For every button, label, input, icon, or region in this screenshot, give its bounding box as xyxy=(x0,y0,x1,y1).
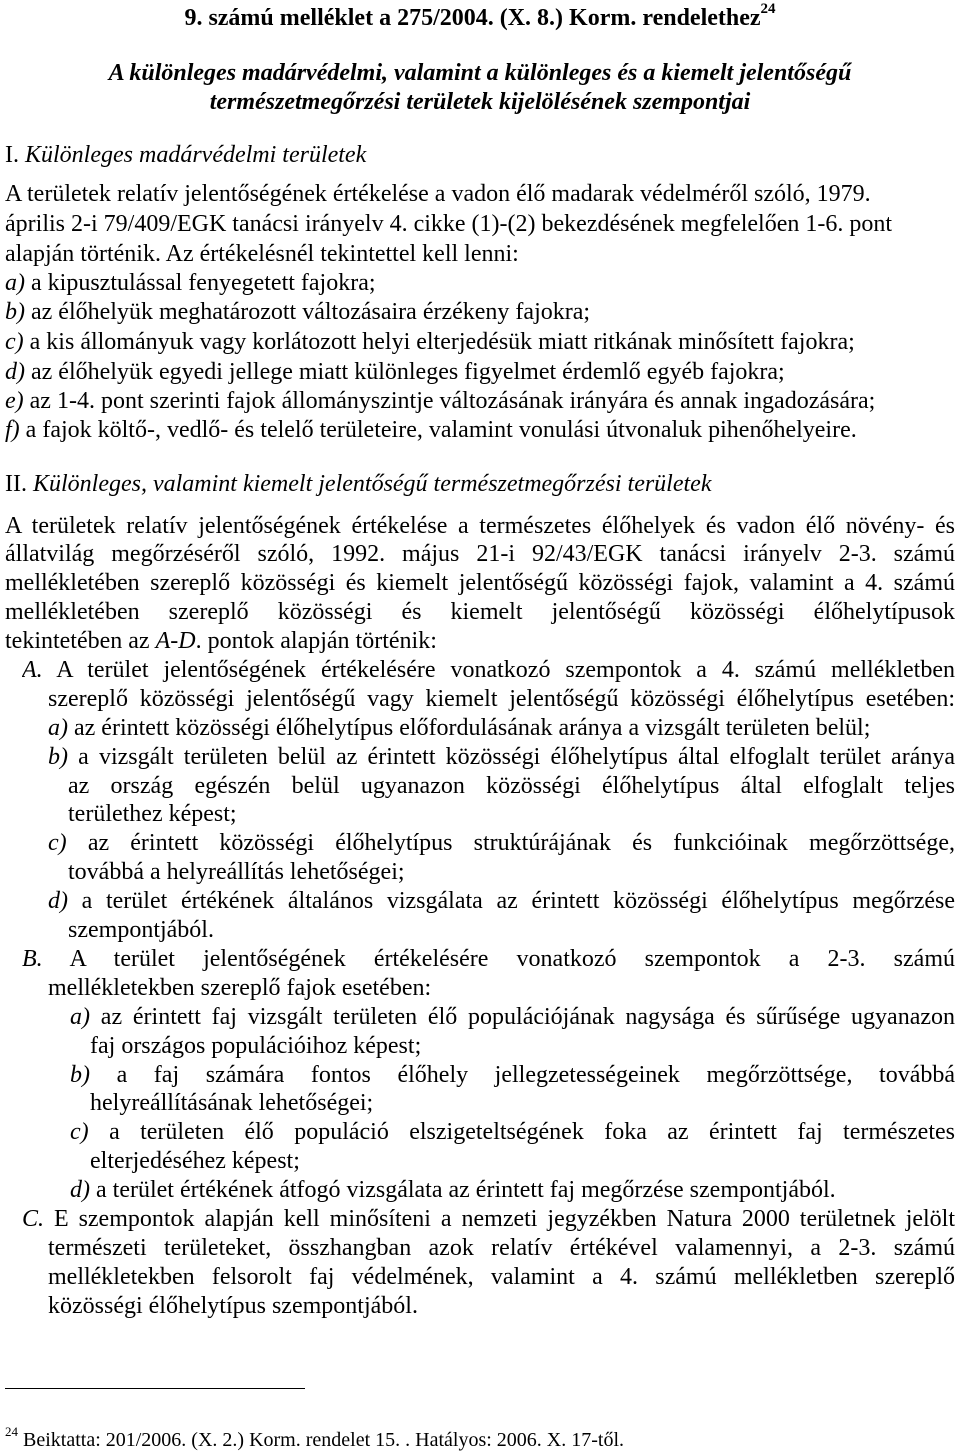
criterion-continuation: elterjedéséhez képest; xyxy=(90,1148,300,1174)
criterion-label: b) xyxy=(48,744,68,770)
part-b-label: B. xyxy=(22,946,43,972)
part-c-line: mellékletekben felsorolt faj védelmének, valamint a 4. számú mellékletben szereplő xyxy=(48,1264,955,1290)
annex-title xyxy=(0,1,960,33)
bird-criterion-e xyxy=(5,387,875,416)
criterion-text: az érintett közösségi élőhelytípus struktúrájának és funkcióinak megőrzöttsége, xyxy=(87,830,955,856)
criterion-label: d) xyxy=(70,1177,90,1203)
species-criterion-b xyxy=(70,1061,955,1090)
criterion-continuation: területhez képest; xyxy=(68,801,237,827)
section-2-number: II. xyxy=(5,471,27,497)
criterion-label: f) xyxy=(5,417,20,443)
part-c-line xyxy=(22,1205,955,1234)
section-2-intro-line: állatvilág megőrzéséről szóló, 1992. május 21-i 92/43/EGK tanácsi irányelv 2-3. számú xyxy=(5,541,955,567)
part-a-line xyxy=(22,656,955,685)
criterion-label: b) xyxy=(70,1062,90,1088)
document-subtitle-line-2: természetmegőrzési területek kijelölésének szempontjai xyxy=(209,89,751,115)
footnote-separator xyxy=(5,1388,305,1389)
document-subtitle-line-1: A különleges madárvédelmi, valamint a különleges és a kiemelt jelentőségű xyxy=(108,60,852,86)
criterion-continuation: helyreállításának lehetőségei; xyxy=(90,1090,374,1116)
section-1-heading xyxy=(5,141,366,170)
criterion-label: b) xyxy=(5,299,25,325)
part-a-text: A terület jelentőségének értékelésére vonatkozó szempontok a 4. számú mellékletben xyxy=(56,657,955,683)
habitat-criterion-c xyxy=(48,829,955,858)
criterion-label: c) xyxy=(5,329,24,355)
criterion-label: a) xyxy=(70,1004,90,1030)
criterion-label: a) xyxy=(5,270,25,296)
section-2-intro-line: A területek relatív jelentőségének értékelése a természetes élőhelyek és vadon élő növény- és xyxy=(5,513,955,539)
footnote-reference: 24 xyxy=(760,1,776,17)
section-2-title: Különleges, valamint kiemelt jelentőségű természetmegőrzési területek xyxy=(32,471,712,497)
habitat-criterion-a xyxy=(48,714,870,743)
criterion-text: az élőhelyük meghatározott változásaira érzékeny fajokra; xyxy=(31,299,591,325)
footnote xyxy=(5,1424,625,1452)
section-1-intro-line: alapján történik. Az értékelésnél tekintettel kell lenni: xyxy=(5,241,519,267)
criterion-text: az érintett közösségi élőhelytípus előfordulásának aránya a vizsgált területen belül; xyxy=(74,715,871,741)
criterion-text: a területen élő populáció elszigeteltségének foka az érintett faj természetes xyxy=(109,1119,955,1145)
part-b-line: mellékletekben szereplő fajok esetében: xyxy=(48,975,432,1001)
part-c-line: természeti területeket, összhangban azok relatív értékével valamennyi, a 2-3. számú xyxy=(48,1235,955,1261)
criterion-text: a terület értékének általános vizsgálata az érintett közösségi élőhelytípus megőrzése xyxy=(81,888,955,914)
bird-criterion-a xyxy=(5,269,376,298)
criterion-text: a kipusztulással fenyegetett fajokra; xyxy=(31,270,376,296)
intro-emphasis: A-D xyxy=(155,628,196,654)
criterion-label: e) xyxy=(5,388,24,414)
section-2-intro-line: mellékletében szereplő közösségi és kiemelt jelentőségű közösségi fajok, valamint a 4. számú xyxy=(5,570,955,596)
section-1-intro-line: április 2-i 79/409/EGK tanácsi irányelv 4. cikke (1)-(2) bekezdésének megfelelően 1-6. pont xyxy=(5,211,893,237)
criterion-label: d) xyxy=(48,888,68,914)
part-c-text: E szempontok alapján kell minősíteni a nemzeti jegyzékben Natura 2000 területnek jelölt xyxy=(53,1206,955,1232)
criterion-text: a vizsgált területen belül az érintett közösségi élőhelytípus által elfoglalt terület aránya xyxy=(78,744,955,770)
annex-title-text: 9. számú melléklet a 275/2004. (X. 8.) Korm. rendelethez xyxy=(184,5,761,31)
section-2-intro-line: mellékletében szereplő közösségi és kiemelt jelentőségű közösségi élőhelytípusok xyxy=(5,599,955,625)
criterion-continuation: faj országos populációihoz képest; xyxy=(90,1033,422,1059)
criterion-label: a) xyxy=(48,715,68,741)
section-1-intro-line: A területek relatív jelentőségének értékelése a vadon élő madarak védelméről szóló, 1979. xyxy=(5,181,871,207)
criterion-text: a fajok költő-, vedlő- és telelő területeire, valamint vonulási útvonaluk pihenőhelyeire. xyxy=(25,417,857,443)
bird-criterion-f xyxy=(5,416,857,445)
section-2-intro-last-line xyxy=(5,627,437,656)
part-a-line: szereplő közösségi jelentőségű vagy kiemelt jelentőségű közösségi élőhelytípus esetében: xyxy=(48,686,955,712)
habitat-criterion-d xyxy=(48,887,955,916)
criterion-label: d) xyxy=(5,359,25,385)
footnote-text: Beiktatta: 201/2006. (X. 2.) Korm. rendelet 15. . Hatályos: 2006. X. 17-től. xyxy=(23,1429,625,1451)
criterion-text: az élőhelyük egyedi jellege miatt különleges figyelmet érdemlő egyéb fajokra; xyxy=(31,359,785,385)
criterion-continuation: szempontjából. xyxy=(68,917,214,943)
section-1-title: Különleges madárvédelmi területek xyxy=(25,142,367,168)
species-criterion-c xyxy=(70,1118,955,1147)
criterion-text: a faj számára fontos élőhely jellegzetességeinek megőrzöttsége, továbbá xyxy=(116,1062,955,1088)
part-b-line xyxy=(22,945,955,974)
criterion-text: az 1-4. pont szerinti fajok állományszintje változásának irányára és annak ingadozására; xyxy=(29,388,876,414)
criterion-continuation: az ország egészén belül ugyanazon közösségi élőhelytípus által elfoglalt teljes xyxy=(68,773,955,799)
section-1-number: I. xyxy=(5,142,19,168)
bird-criterion-c xyxy=(5,328,855,357)
criterion-continuation: továbbá a helyreállítás lehetőségei; xyxy=(68,859,405,885)
criterion-label: c) xyxy=(48,830,67,856)
criterion-label: c) xyxy=(70,1119,89,1145)
part-a-label: A. xyxy=(22,657,43,683)
part-c-line: közösségi élőhelytípus szempontjából. xyxy=(48,1293,418,1319)
part-b-text: A terület jelentőségének értékelésére vonatkozó szempontok a 2-3. számú xyxy=(69,946,955,972)
species-criterion-d xyxy=(70,1176,836,1205)
bird-criterion-d xyxy=(5,358,785,387)
habitat-criterion-b xyxy=(48,743,955,772)
section-2-heading xyxy=(5,470,711,499)
footnote-number: 24 xyxy=(5,1424,18,1440)
criterion-text: az érintett faj vizsgált területen élő populációjának nagysága és sűrűsége ugyanazon xyxy=(100,1004,955,1030)
criterion-text: a terület értékének átfogó vizsgálata az érintett faj megőrzése szempontjából. xyxy=(96,1177,836,1203)
criterion-text: a kis állományuk vagy korlátozott helyi elterjedésük miatt ritkának minősített fajokra; xyxy=(29,329,855,355)
bird-criterion-b xyxy=(5,298,590,327)
intro-text: tekintetében az xyxy=(5,628,156,654)
part-c-label: C. xyxy=(22,1206,45,1232)
species-criterion-a xyxy=(70,1003,955,1032)
intro-text: . pontok alapján történik: xyxy=(195,628,437,654)
